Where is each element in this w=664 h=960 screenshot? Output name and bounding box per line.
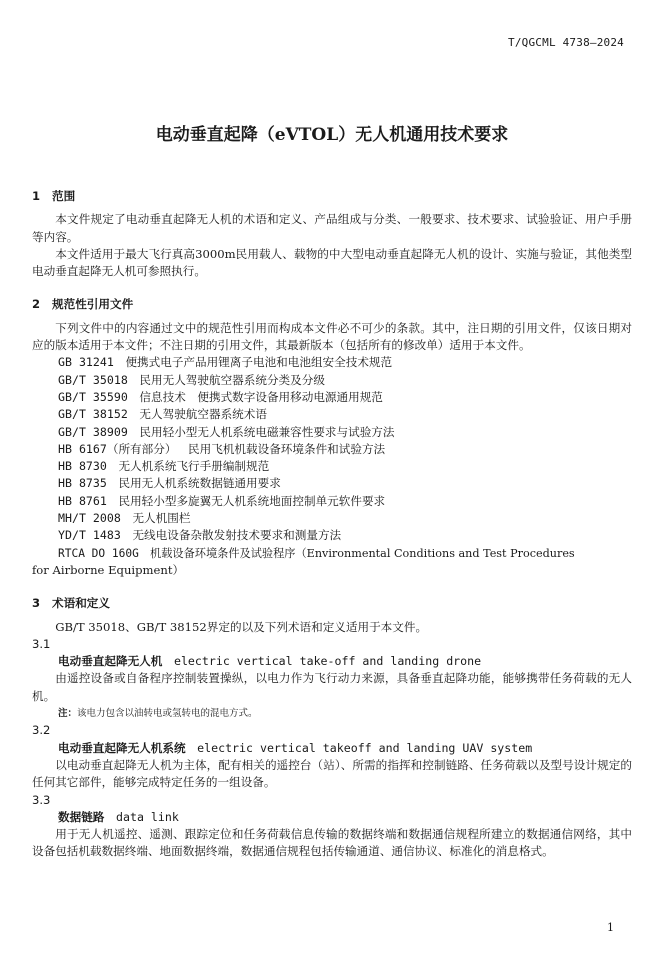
reference-item-rtca-continued: for Airborne Equipment） [32, 562, 185, 577]
term-name: 电动垂直起降无人机 electric vertical take-off and landing drone [58, 654, 482, 669]
section-heading-terms: 3 术语和定义 [32, 596, 110, 611]
reference-item: HB 8761 民用轻小型多旋翼无人机系统地面控制单元软件要求 [58, 493, 386, 508]
term-definition: 用于无人机遥控、遥测、跟踪定位和任务荷载信息传输的数据终端和数据通信规程所建立的数据通信网络，其中设备包括机载数据终端、地面数据终端，数据通信规程包括传输通道、通信协议、标准化的消息格式。 [32, 827, 632, 859]
reference-item: YD/T 1483 无线电设备杂散发射技术要求和测量方法 [58, 528, 342, 543]
reference-item: GB/T 38152 无人驾驶航空器系统术语 [58, 407, 267, 422]
page-number: 1 [607, 921, 614, 934]
document-title: 电动垂直起降（eVTOL）无人机通用技术要求 [155, 125, 509, 145]
document-id: T/QGCML 4738—2024 [508, 36, 624, 49]
refs-intro: 下列文件中的内容通过文中的规范性引用而构成本文件必不可少的条款。其中，注日期的引用文件，仅该日期对应的版本适用于本文件；不注日期的引用文件，其最新版本（包括所有的修改单）适用于本文件。 [32, 320, 632, 353]
term-number: 3.3 [32, 792, 51, 807]
document-body [32, 188, 632, 861]
section-heading-refs: 2 规范性引用文件 [32, 297, 134, 312]
terms-intro: GB/T 35018、GB/T 38152界定的以及下列术语和定义适用于本文件。 [55, 619, 428, 634]
scope-paragraph-1: 本文件规定了电动垂直起降无人机的术语和定义、产品组成与分类、一般要求、技术要求、试验验证、用户手册等内容。 [32, 212, 632, 244]
term-definition: 由遥控设备或自备程序控制装置操纵，以电力作为飞行动力来源，具备垂直起降功能，能够携带任务荷载的无人机。 [32, 671, 632, 703]
section-heading-scope: 1 范围 [32, 189, 76, 203]
scope-paragraph-2: 本文件适用于最大飞行真高3000m民用载人、载物的中大型电动垂直起降无人机的设计、实施与验证，其他类型电动垂直起降无人机可参照执行。 [32, 246, 632, 279]
reference-item: GB/T 35590 信息技术 便携式数字设备用移动电源通用规范 [58, 389, 383, 404]
reference-item: HB 8735 民用无人机系统数据链通用要求 [58, 476, 281, 491]
reference-item: MH/T 2008 无人机围栏 [58, 511, 191, 526]
term-name: 数据链路 data link [58, 809, 179, 824]
term-note: 注：该电力包含以油转电或氢转电的混电方式。 [58, 708, 258, 720]
reference-item: HB 8730 无人机系统飞行手册编制规范 [58, 459, 270, 474]
term-number: 3.2 [32, 723, 51, 738]
reference-item: GB/T 35018 民用无人驾驶航空器系统分类及分级 [58, 372, 325, 387]
term-number: 3.1 [32, 636, 51, 651]
reference-item: HB 6167（所有部分） 民用飞机机载设备环境条件和试验方法 [58, 441, 386, 456]
term-definition: 以电动垂直起降无人机为主体，配有相关的遥控台（站）、所需的指挥和控制链路、任务荷载以及型号设计规定的任何其它部件，能够完成特定任务的一组设备。 [32, 757, 632, 790]
reference-list [32, 354, 632, 579]
reference-item: GB/T 38909 民用轻小型无人机系统电磁兼容性要求与试验方法 [58, 424, 395, 439]
reference-item: GB 31241 便携式电子产品用锂离子电池和电池组安全技术规范 [58, 355, 393, 370]
term-name: 电动垂直起降无人机系统 electric vertical takeoff and landing UAV system [58, 740, 533, 755]
reference-item-rtca: RTCA DO 160G 机载设备环境条件及试验程序（Environmental Conditions and Test Procedures [58, 546, 575, 560]
